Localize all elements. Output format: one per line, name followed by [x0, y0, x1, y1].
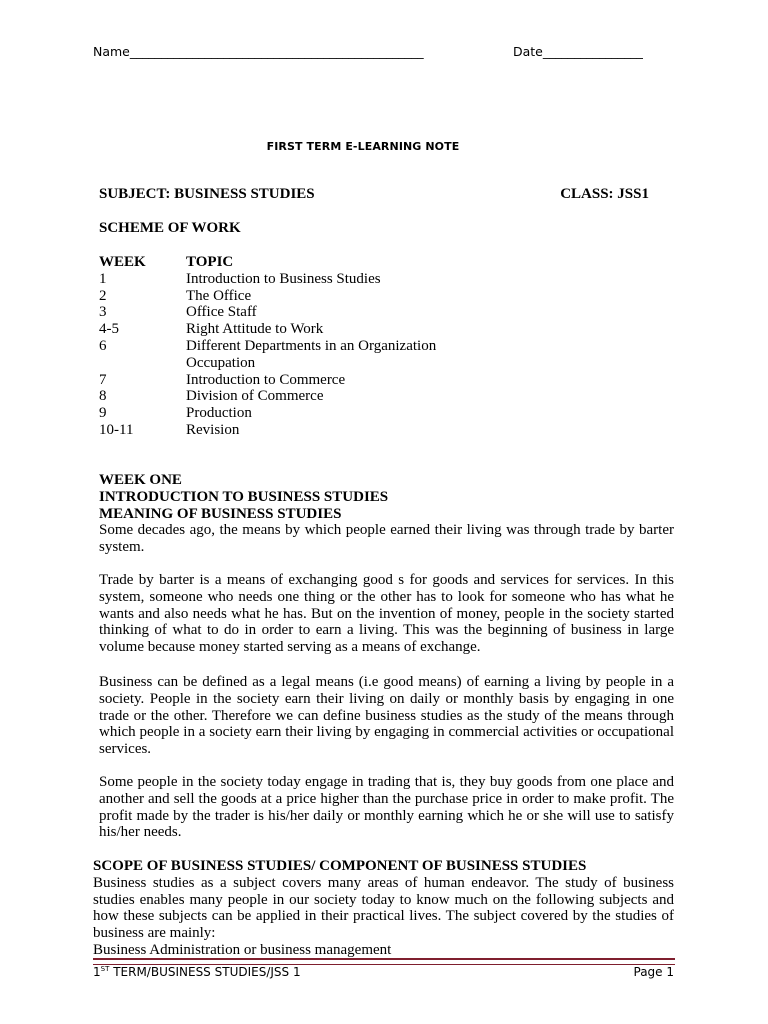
topic-cell: Occupation — [186, 354, 256, 371]
footer-term-number: 1 — [93, 965, 101, 979]
footer-term-text: TERM/BUSINESS STUDIES/JSS 1 — [109, 965, 301, 979]
week-cell: 8 — [99, 388, 107, 405]
scheme-table — [99, 254, 546, 439]
table-row — [99, 338, 546, 355]
subject-row — [99, 186, 649, 203]
week-cell: 2 — [99, 287, 107, 304]
week-cell: 10-11 — [99, 421, 134, 438]
class-label: CLASS: JSS1 — [560, 186, 649, 202]
week-one-heading: WEEK ONE — [99, 472, 182, 488]
table-row — [99, 304, 546, 321]
barter-paragraph-block — [99, 572, 674, 656]
footer-divider — [93, 958, 675, 965]
week-column-header: WEEK — [99, 254, 146, 270]
paragraph: Business studies as a subject covers many areas of human endeavor. The study of business studies enables many people in our society today to know much on the following subjects and how these subjects can be applied in their practical lives. The subject covered by the studies of business are mainly: — [93, 874, 674, 942]
footer-term-label — [93, 965, 301, 979]
trading-paragraph-block — [99, 774, 674, 841]
table-row — [99, 321, 546, 338]
topic-cell: Introduction to Business Studies — [186, 270, 381, 287]
topic-cell: The Office — [186, 287, 252, 304]
meaning-subheading: MEANING OF BUSINESS STUDIES — [99, 505, 342, 522]
paragraph: Some decades ago, the means by which people earned their living was through trade by barter system. — [99, 522, 674, 555]
topic-cell: Different Departments in an Organization — [186, 337, 437, 354]
topic-cell: Production — [186, 405, 252, 422]
week-one-section — [99, 472, 674, 522]
definition-paragraph-block — [99, 674, 674, 758]
week-cell: 9 — [99, 405, 107, 422]
scheme-of-work-heading: SCHEME OF WORK — [99, 220, 241, 236]
scheme-table-header — [99, 254, 546, 271]
table-row — [99, 405, 546, 422]
topic-column-header: TOPIC — [186, 254, 234, 270]
page-number: Page 1 — [633, 965, 674, 979]
topic-cell: Division of Commerce — [186, 388, 324, 405]
paragraph: Some people in the society today engage in trading that is, they buy goods from one place and another and sell the goods at a price higher than the purchase price in order to make profit. The profit made by the trader is his/her daily or monthly earning which he or she will use to satisfy his/her needs. — [99, 774, 674, 841]
table-row — [99, 372, 546, 389]
scope-last-line: Business Administration or business management — [93, 941, 392, 958]
table-row — [99, 422, 546, 439]
intro-paragraph-block — [99, 522, 674, 556]
week-cell: 6 — [99, 337, 107, 354]
document-title: FIRST TERM E-LEARNING NOTE — [266, 140, 460, 153]
week-cell: 3 — [99, 304, 107, 321]
week-cell: 7 — [99, 371, 107, 388]
topic-cell: Right Attitude to Work — [186, 321, 324, 338]
table-row — [99, 388, 546, 405]
scope-section — [93, 858, 674, 959]
week-cell: 1 — [99, 270, 107, 287]
week-one-topic: INTRODUCTION TO BUSINESS STUDIES — [99, 488, 389, 505]
week-cell — [99, 355, 186, 372]
name-field-label: Name_______________________________________________ — [93, 44, 424, 59]
topic-cell: Introduction to Commerce — [186, 371, 346, 388]
date-field-label: Date________________ — [513, 44, 643, 59]
paragraph: Trade by barter is a means of exchanging good s for goods and services for services. In this system, someone who needs one thing or the other has to look for someone who has what he wants and also needs what he has. But on the invention of money, people in the society started thinking of what to do in order to earn a living. This was the beginning of business in large volume because money started serving as a means of exchange. — [99, 572, 674, 656]
topic-cell: Office Staff — [186, 304, 257, 321]
week-cell: 4-5 — [99, 321, 119, 338]
paragraph: Business can be defined as a legal means (i.e good means) of earning a living by people in a society. People in the society earn their living on daily or monthly basis by engaging in one trade or the other. Therefore we can define business studies as the study of the means through which people in a society earn their living by engaging in commercial activities or occupational services. — [99, 674, 674, 758]
topic-cell: Revision — [186, 421, 240, 438]
subject-label: SUBJECT: BUSINESS STUDIES — [99, 186, 315, 202]
table-row — [99, 288, 546, 305]
scope-heading: SCOPE OF BUSINESS STUDIES/ COMPONENT OF BUSINESS STUDIES — [93, 858, 587, 874]
footer-term-suffix: ST — [100, 965, 110, 973]
table-row — [99, 271, 546, 288]
table-row — [99, 355, 546, 372]
